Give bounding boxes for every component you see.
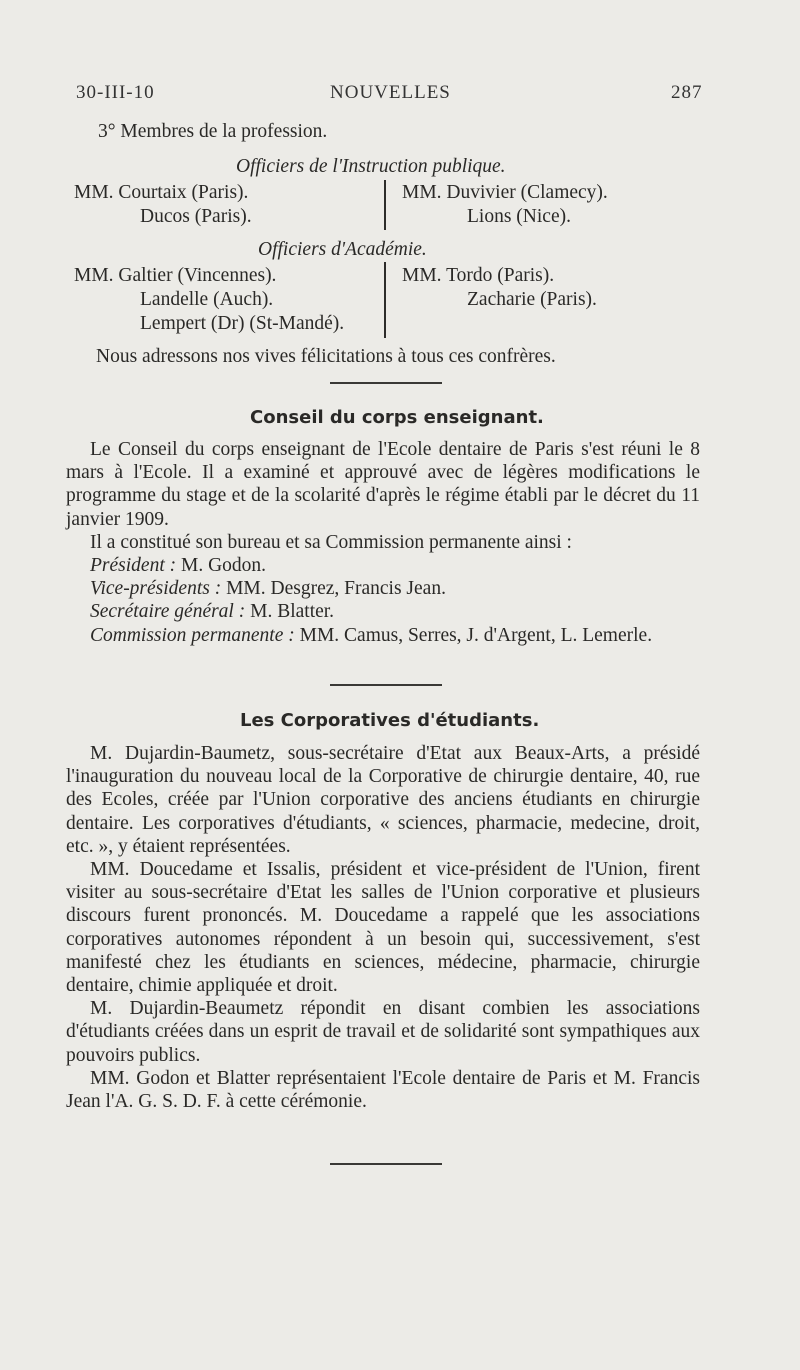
role-commission [66,624,700,647]
conseil-paragraph-2: Il a constitué son bureau et sa Commission permanente ainsi : [90,531,572,553]
corporatives-body [66,742,700,1113]
instruction-right-2: Lions (Nice). [467,206,571,227]
section-separator [330,684,442,686]
role-vice-presidents [66,577,700,600]
role-label: Commission permanente : [90,624,295,646]
section-separator [330,382,442,384]
academie-left-1: MM. Galtier (Vincennes). [74,265,277,286]
role-label: Vice-présidents : [90,578,222,600]
instruction-title: Officiers de l'Instruction publique. [236,156,506,177]
academie-right-1: MM. Tordo (Paris). [402,265,555,286]
corporatives-paragraph-4: MM. Godon et Blatter représentaient l'Ecole dentaire de Paris et M. Francis Jean l'A. G. S. D. F. à cette cérémonie. [66,1067,700,1113]
academie-left-3: Lempert (Dr) (St-Mandé). [140,313,345,334]
felicitations-line: Nous adressons nos vives félicitations à tous ces confrères. [96,346,556,367]
academie-title: Officiers d'Académie. [258,239,427,260]
corporatives-paragraph-1: M. Dujardin-Baumetz, sous-secrétaire d'Etat aux Beaux-Arts, a présidé l'inauguration du nouveau local de la Corporative de chirurgie dentaire, 40, rue des Ecoles, créée par l'Union corporative des anciens étudiants en chirurgie dentaire. Les corporatives d'étudiants, « sciences, pharmacie, medecine, droit, etc. », y étaient représentées. [66,743,700,857]
role-value: MM. Desgrez, Francis Jean. [226,578,446,600]
intro-line: 3° Membres de la profession. [98,121,328,142]
header-page-number: 287 [671,82,703,103]
conseil-heading: Conseil du corps enseignant. [250,407,544,428]
role-president [66,554,700,577]
role-value: M. Blatter. [250,601,335,623]
header-date: 30-III-10 [76,82,155,103]
role-value: MM. Camus, Serres, J. d'Argent, L. Lemerle. [299,624,653,646]
instruction-left-1: MM. Courtaix (Paris). [74,182,249,203]
column-divider [384,180,386,230]
academie-right-2: Zacharie (Paris). [467,289,597,310]
corporatives-heading: Les Corporatives d'étudiants. [240,710,540,731]
instruction-right-1: MM. Duvivier (Clamecy). [402,182,608,203]
role-label: Président : [90,555,177,577]
column-divider [384,262,386,338]
conseil-body [66,438,700,647]
corporatives-paragraph-3: M. Dujardin-Beaumetz répondit en disant combien les associations d'étudiants créées dans un esprit de travail et de solidarité sont sympathiques aux pouvoirs publics. [66,998,700,1066]
role-value: M. Godon. [180,555,267,577]
academie-left-2: Landelle (Auch). [140,289,274,310]
corporatives-paragraph-2: MM. Doucedame et Issalis, président et vice-président de l'Union, firent visiter au sous-secrétaire d'Etat les salles de l'Union corporative et plusieurs discours furent prononcés. M. Doucedame a rappelé que les associations corporatives autonomes répondent à un besoin qui, successivement, s'est manifesté chez les étudiants en sciences, médecine, pharmacie, chirurgie dentaire, chimie appliquée et droit. [66,859,700,997]
instruction-left-2: Ducos (Paris). [140,206,252,227]
role-secretaire [66,600,700,623]
role-label: Secrétaire général : [90,601,246,623]
section-separator [330,1163,442,1165]
header-section: NOUVELLES [330,82,451,103]
conseil-paragraph-1: Le Conseil du corps enseignant de l'Ecole dentaire de Paris s'est réuni le 8 mars à l'Ecole. Il a examiné et approuvé avec de légères modifications le programme du stage et de la scolarité d'après le régime établi par le décret du 11 janvier 1909. [66,439,700,530]
